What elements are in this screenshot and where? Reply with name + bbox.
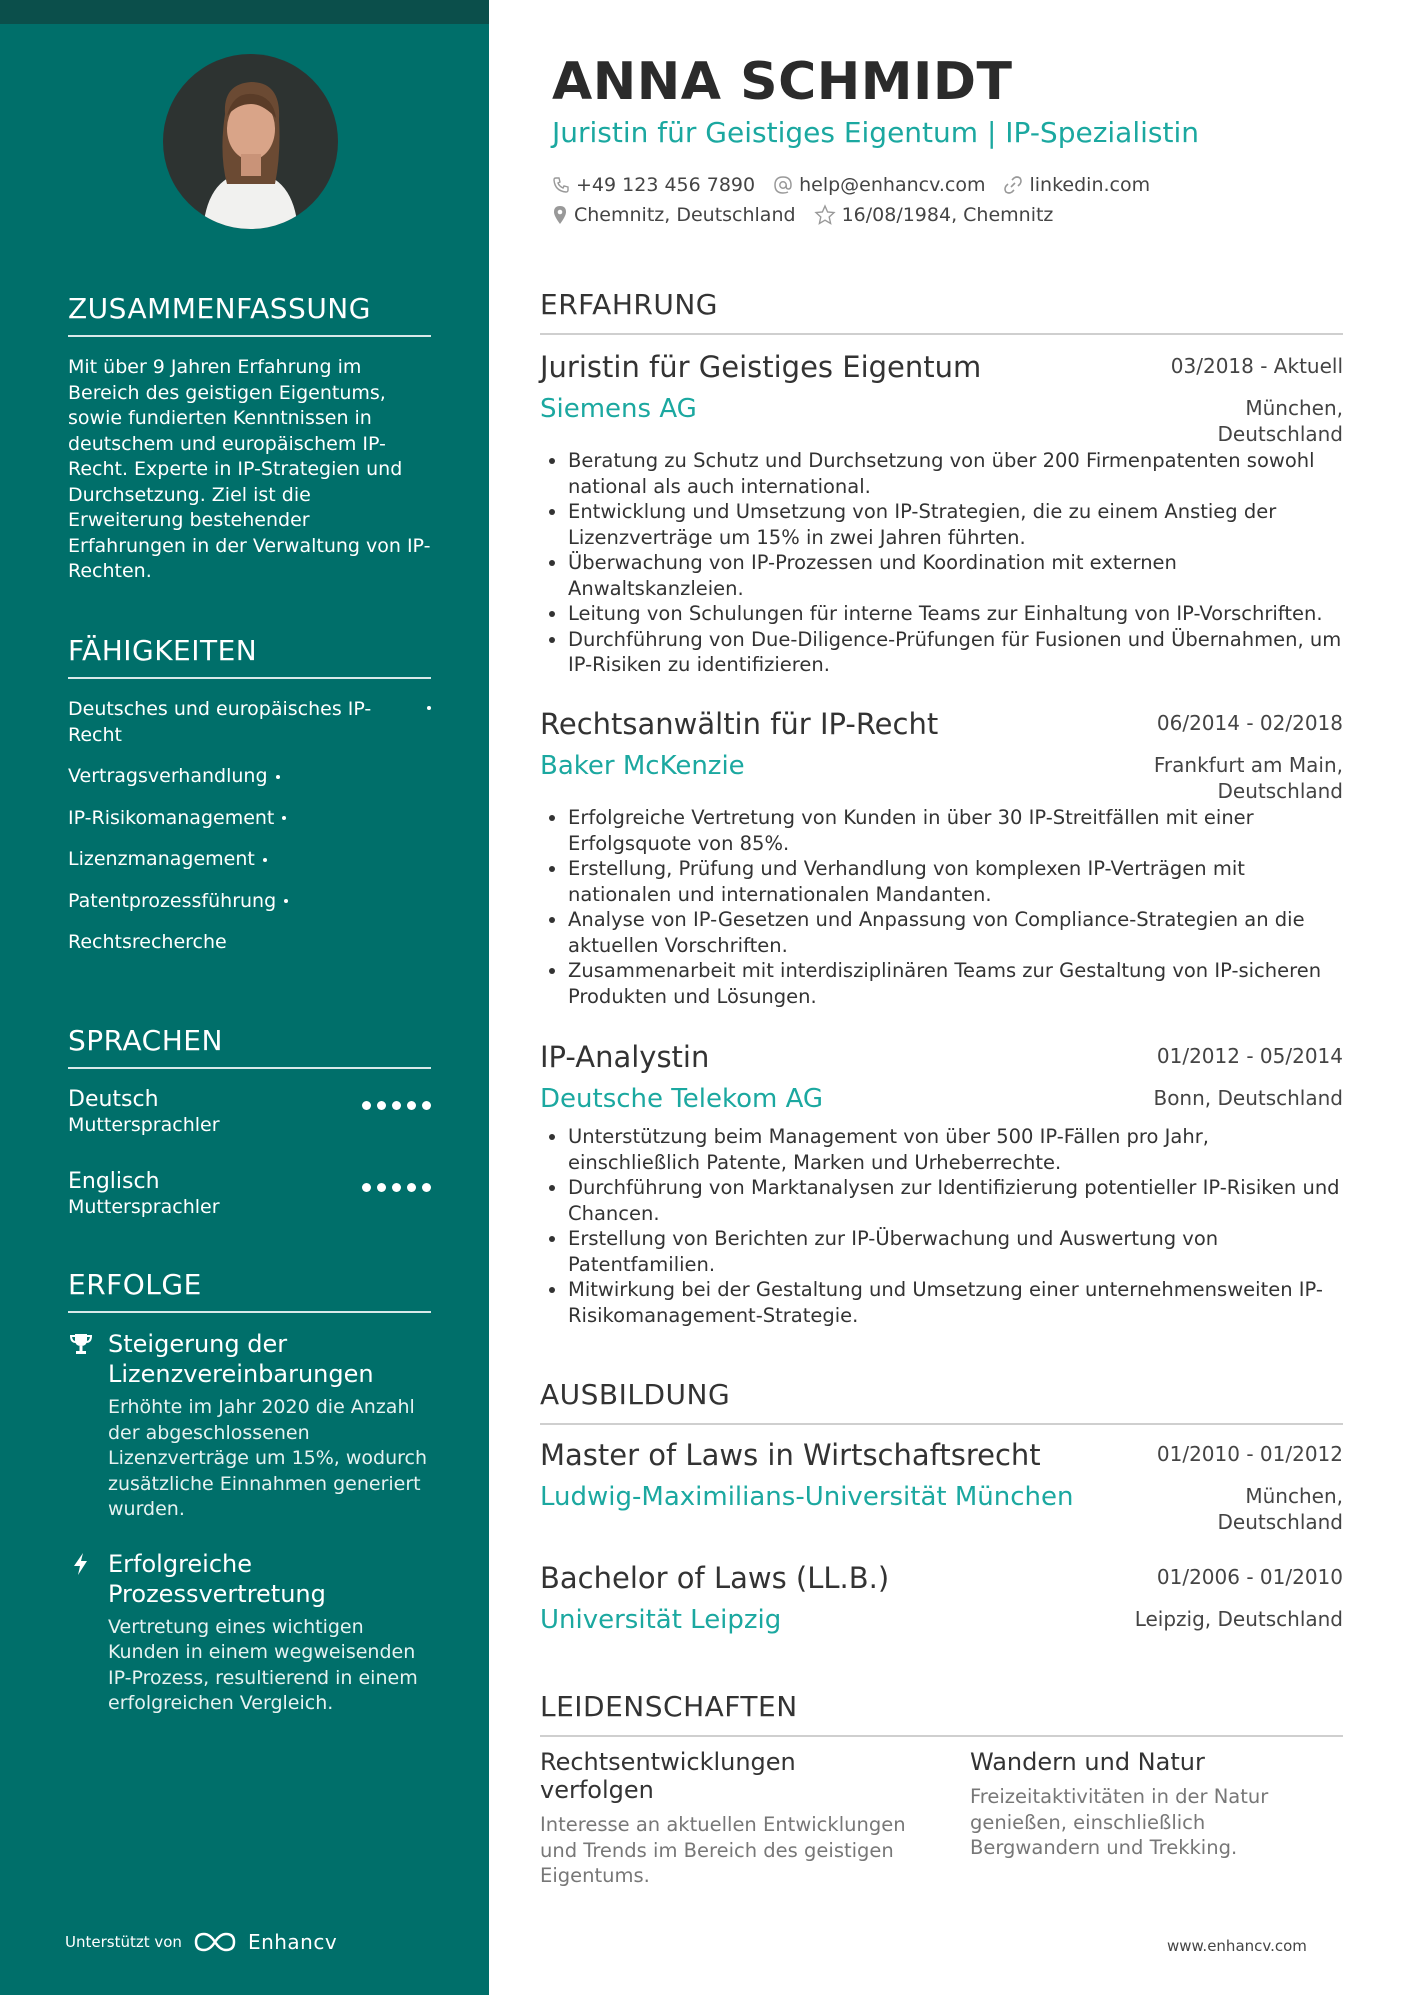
passion-title: Rechtsentwicklungen verfolgen [540, 1748, 796, 1804]
skill-item: IP-Risikomanagement [68, 806, 431, 832]
experience-title: ERFAHRUNG [540, 288, 1343, 335]
job-bullet: • Zusammenarbeit mit interdisziplinären Teams zur Gestaltung von IP-sicheren Produkten und Lösungen. [568, 958, 1343, 1009]
job-dates: 01/2012 - 05/2014 [1156, 1044, 1343, 1068]
rating-dot [362, 1101, 371, 1110]
school: Ludwig-Maximilians-Universität München [540, 1482, 1074, 1512]
experience-entry [540, 350, 1343, 678]
job-role: Juristin für Geistiges Eigentum [540, 350, 982, 384]
rating-dot [407, 1101, 416, 1110]
school: Universität Leipzig [540, 1605, 782, 1635]
summary-title: ZUSAMMENFASSUNG [68, 292, 431, 337]
language-level: Muttersprachler [68, 1196, 220, 1218]
rating-dot [392, 1183, 401, 1192]
powered-by-label: Unterstützt von [65, 1933, 182, 1951]
education-entry [540, 1561, 1343, 1637]
rating-dot [362, 1183, 371, 1192]
summary-section [68, 292, 431, 585]
languages-title: SPRACHEN [68, 1024, 431, 1069]
job-bullet: • Entwicklung und Umsetzung von IP-Strategien, die zu einem Anstieg der Lizenzverträge um 15% in zwei Jahren führten. [568, 499, 1343, 550]
skill-item: Vertragsverhandlung [68, 764, 431, 790]
education-dates: 01/2006 - 01/2010 [1156, 1565, 1343, 1589]
language-rating [362, 1101, 431, 1110]
language-name: Englisch [68, 1169, 160, 1194]
enhancv-logo-icon [192, 1930, 238, 1954]
job-bullets [540, 448, 1343, 678]
skill-item: Deutsches und europäisches IP-Recht [68, 697, 431, 748]
rating-dot [377, 1183, 386, 1192]
job-bullet: • Mitwirkung bei der Gestaltung und Umsetzung einer unternehmensweiten IP-Risikomanagement-Strategie. [568, 1277, 1343, 1328]
link-icon [1003, 175, 1023, 195]
person-name: ANNA SCHMIDT [552, 52, 1013, 112]
contact-email[interactable]: help@enhancv.com [773, 174, 985, 196]
skills-title: FÄHIGKEITEN [68, 634, 431, 679]
language-name: Deutsch [68, 1087, 159, 1112]
summary-text: Mit über 9 Jahren Erfahrung im Bereich des geistigen Eigentums, sowie fundierten Kenntnissen in deutschem und europäischem IP-Recht. Experte in IP-Strategien und Durchsetzung. Ziel ist die Erweiterung bestehender Erfahrungen in der Verwaltung von IP-Rechten. [68, 356, 431, 582]
footer-url[interactable]: www.enhancv.com [1167, 1937, 1307, 1955]
contact-phone[interactable]: +49 123 456 7890 [552, 174, 755, 196]
degree: Bachelor of Laws (LL.B.) [540, 1561, 890, 1595]
languages-section [68, 1024, 431, 1233]
job-role: IP-Analystin [540, 1040, 710, 1074]
achievement-item [68, 1329, 431, 1523]
skill-separator-dot [282, 816, 286, 820]
job-location: Frankfurt am Main, Deutschland [1153, 753, 1343, 803]
rating-dot [407, 1183, 416, 1192]
job-bullet: • Erfolgreiche Vertretung von Kunden in über 30 IP-Streitfällen mit einer Erfolgsquote von 85%. [568, 805, 1343, 856]
degree: Master of Laws in Wirtschaftsrecht [540, 1438, 1041, 1472]
language-rating [362, 1183, 431, 1192]
job-bullets [540, 805, 1343, 1009]
job-bullet: • Erstellung, Prüfung und Verhandlung von komplexen IP-Verträgen mit nationalen und internationalen Mandanten. [568, 856, 1343, 907]
job-bullet: • Überwachung von IP-Prozessen und Koordination mit externen Anwaltskanzleien. [568, 550, 1343, 601]
skill-separator-dot [276, 775, 280, 779]
rating-dot [422, 1183, 431, 1192]
job-bullet: • Durchführung von Marktanalysen zur Identifizierung potentieller IP-Risiken und Chancen. [568, 1175, 1343, 1226]
achievements-title: ERFOLGE [68, 1268, 431, 1313]
lightning-icon [68, 1551, 94, 1577]
skills-list [68, 697, 431, 956]
skill-item: Rechtsrecherche [68, 931, 227, 953]
skill-separator-dot [284, 899, 288, 903]
achievement-desc: Erhöhte im Jahr 2020 die Anzahl der abgeschlossenen Lizenzverträge um 15%, wodurch zusätzliche Einnahmen generiert wurden. [108, 1396, 428, 1520]
location-pin-icon [552, 205, 568, 225]
passions-title: LEIDENSCHAFTEN [540, 1690, 1343, 1737]
language-item [68, 1087, 431, 1151]
job-bullet: • Leitung von Schulungen für interne Teams zur Einhaltung von IP-Vorschriften. [568, 601, 1343, 627]
job-bullet: • Durchführung von Due-Diligence-Prüfungen für Fusionen und Übernahmen, um IP-Risiken zu identifizieren. [568, 627, 1343, 678]
job-bullet: • Analyse von IP-Gesetzen und Anpassung von Compliance-Strategien an die aktuellen Vorschriften. [568, 907, 1343, 958]
job-bullets [540, 1124, 1343, 1328]
job-bullet: • Beratung zu Schutz und Durchsetzung von über 200 Firmenpatenten sowohl national als auch international. [568, 448, 1343, 499]
job-company: Siemens AG [540, 394, 697, 424]
sidebar [0, 0, 489, 1995]
person-headline: Juristin für Geistiges Eigentum | IP-Spezialistin [552, 116, 1199, 149]
education-title: AUSBILDUNG [540, 1378, 1343, 1425]
contact-linkedin[interactable]: linkedin.com [1003, 174, 1150, 196]
passion-title: Wandern und Natur [970, 1748, 1205, 1776]
skill-item: Patentprozessführung [68, 889, 431, 915]
experience-entry [540, 1040, 1343, 1328]
passions-grid [540, 1748, 1343, 1889]
language-level: Muttersprachler [68, 1114, 220, 1136]
language-item [68, 1169, 431, 1233]
passion-item [540, 1748, 910, 1889]
education-dates: 01/2010 - 01/2012 [1156, 1442, 1343, 1466]
passion-desc: Freizeitaktivitäten in der Natur genießen, einschließlich Bergwandern und Trekking. [970, 1785, 1269, 1859]
job-location: München, Deutschland [1217, 396, 1343, 446]
job-role: Rechtsanwältin für IP-Recht [540, 707, 939, 741]
rating-dot [392, 1101, 401, 1110]
avatar [163, 54, 338, 229]
skills-section [68, 634, 431, 972]
experience-entry [540, 707, 1343, 1009]
contact-location: Chemnitz, Deutschland [552, 204, 796, 226]
star-icon [814, 204, 836, 226]
rating-dot [422, 1101, 431, 1110]
school-location: München, Deutschland [1217, 1484, 1343, 1534]
phone-icon [552, 176, 570, 194]
job-location: Bonn, Deutschland [1153, 1086, 1343, 1110]
skill-separator-dot [427, 706, 431, 710]
achievements-section [68, 1268, 431, 1717]
passion-item [970, 1748, 1340, 1889]
skill-separator-dot [263, 858, 267, 862]
job-company: Deutsche Telekom AG [540, 1084, 824, 1114]
achievement-desc: Vertretung eines wichtigen Kunden in einem wegweisenden IP-Prozess, resultierend in einem erfolgreichen Vergleich. [108, 1615, 418, 1714]
contact-birth: 16/08/1984, Chemnitz [814, 204, 1054, 226]
achievement-item [68, 1549, 431, 1717]
job-dates: 03/2018 - Aktuell [1170, 354, 1343, 378]
email-at-icon [773, 175, 793, 195]
job-bullet: • Erstellung von Berichten zur IP-Überwachung und Auswertung von Patentfamilien. [568, 1226, 1343, 1277]
sidebar-top-strip [0, 0, 489, 24]
job-dates: 06/2014 - 02/2018 [1156, 711, 1343, 735]
achievement-title: Erfolgreiche Prozessvertretung [108, 1549, 326, 1608]
trophy-icon [68, 1331, 94, 1357]
brand-name: Enhancv [247, 1930, 338, 1954]
passion-desc: Interesse an aktuellen Entwicklungen und Trends im Bereich des geistigen Eigentums. [540, 1813, 906, 1887]
powered-by [65, 1930, 337, 1954]
skill-item: Lizenzmanagement [68, 847, 431, 873]
rating-dot [377, 1101, 386, 1110]
school-location: Leipzig, Deutschland [1134, 1607, 1343, 1631]
job-company: Baker McKenzie [540, 751, 745, 781]
job-bullet: • Unterstützung beim Management von über 500 IP-Fällen pro Jahr, einschließlich Patente, Marken und Urheberrechte. [568, 1124, 1343, 1175]
contact-info [552, 170, 1168, 230]
achievement-title: Steigerung der Lizenzvereinbarungen [108, 1330, 374, 1388]
education-entry [540, 1438, 1343, 1534]
